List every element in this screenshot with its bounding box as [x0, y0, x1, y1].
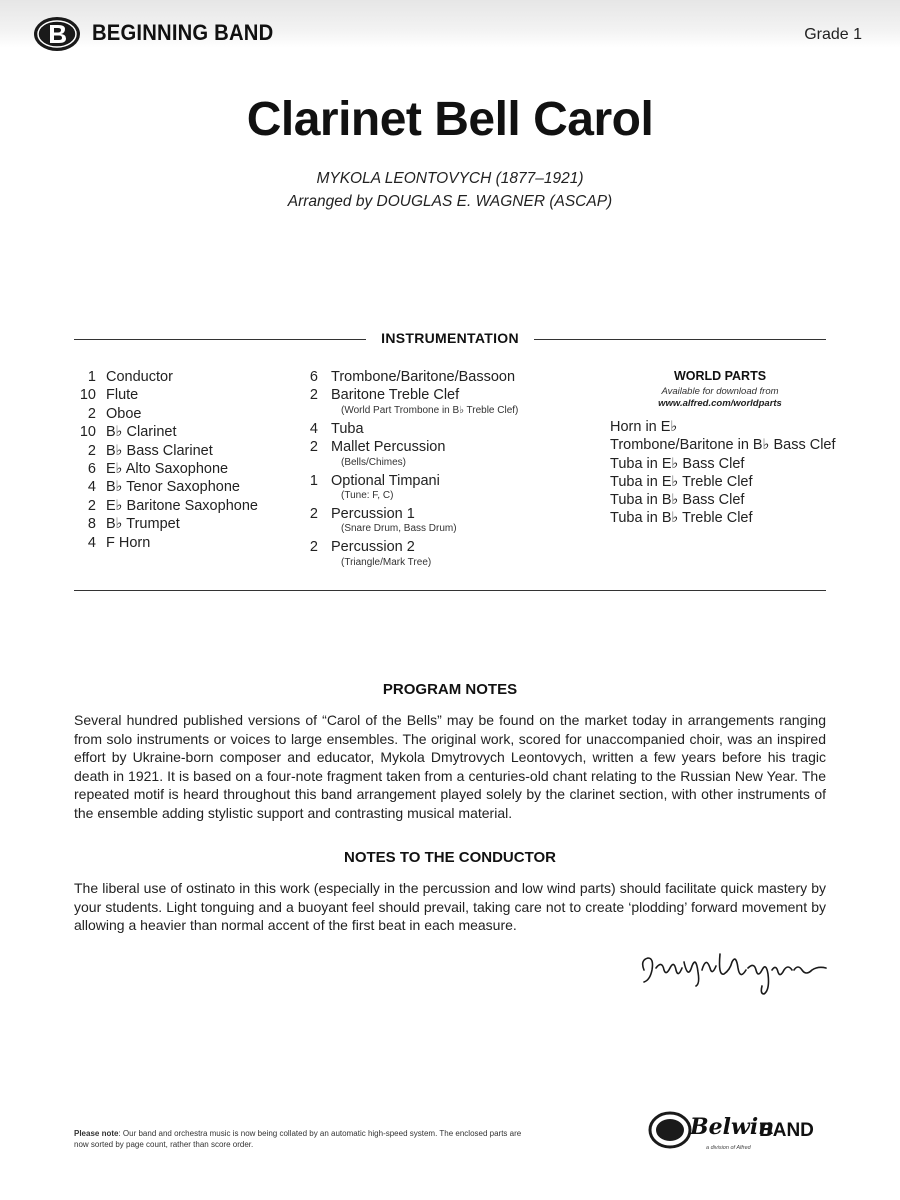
instrument-quantity: 2 — [309, 439, 318, 456]
series-title: BEGINNING BAND — [92, 20, 274, 45]
composer-credit: MYKOLA LEONTOVYCH (1877–1921) — [316, 170, 584, 187]
footer-note-label: Please note — [74, 1129, 119, 1138]
instrumentation-rule-left — [74, 339, 366, 340]
world-part-item: Tuba in B♭ Bass Clef — [610, 492, 745, 509]
program-notes-text: Several hundred published versions of “Carol of the Bells” may be found on the market today in arrangements ranging from solo instruments or voices to large ensembles. The original work, scored for unaccompanied choir, was an inspired effort by Ukraine-born composer and educator, Mykola Dmytrovych Leontovych, written a few years before his tragic death in 1921. It is based on a four-note fragment taken from a centuries-old chant relating to the Russian New Year. The repeated motif is heard throughout this band arrangement played solely by the clarinet section, with other instruments of the ensemble adding stylistic support and contrasting musical material. — [74, 712, 826, 821]
arranger-signature — [636, 940, 836, 1000]
instrument-name: Tuba — [331, 420, 364, 437]
instrument-quantity: 6 — [309, 369, 318, 385]
instrumentation-bottom-rule — [74, 590, 826, 591]
grade-label: Grade 1 — [804, 26, 862, 43]
instrument-quantity: 2 — [309, 539, 318, 556]
instrument-quantity: 2 — [309, 505, 318, 522]
instrument-note: (World Part Trombone in B♭ Treble Clef) — [341, 404, 519, 416]
instrument-quantity: 1 — [87, 369, 96, 385]
world-part-item: Horn in E♭ — [610, 419, 678, 435]
instrument-note: (Snare Drum, Bass Drum) — [341, 523, 457, 535]
instrument-row — [300, 420, 518, 438]
instrument-list-column-2 — [300, 368, 518, 572]
instrument-name: Flute — [106, 387, 139, 404]
instrument-row — [300, 386, 518, 419]
world-part-item: Tuba in E♭ Bass Clef — [610, 455, 745, 472]
instrument-name: Percussion 2 — [331, 539, 415, 556]
page-title: Clarinet Bell Carol — [246, 93, 654, 146]
instrument-quantity: 1 — [309, 472, 318, 489]
world-part-item: Tuba in E♭ Treble Clef — [610, 473, 753, 490]
instrument-name: Trombone/Baritone/Bassoon — [331, 369, 516, 385]
instrument-row — [300, 438, 518, 471]
world-part-item: Tuba in B♭ Treble Clef — [610, 510, 753, 527]
conductor-notes-heading: NOTES TO THE CONDUCTOR — [344, 849, 556, 866]
instrument-note: (Tune: F, C) — [341, 489, 394, 501]
beginning-band-logo-icon — [32, 14, 82, 54]
instrumentation-rule-right — [534, 339, 826, 340]
arranger-credit: Arranged by DOUGLAS E. WAGNER (ASCAP) — [287, 193, 613, 210]
instrument-quantity: 8 — [87, 516, 96, 533]
conductor-notes-text: The liberal use of ostinato in this work (especially in the percussion and low wind parts) should facilitate quick mastery by your students. Light tonguing and a buoyant feel should prevail, taking care not to create ‘plodding’ forward movement by allowing a heavier than normal accent of the first beat in each measure. — [74, 880, 826, 934]
program-notes-heading: PROGRAM NOTES — [382, 681, 518, 698]
instrument-name: B♭ Trumpet — [106, 516, 180, 533]
instrument-name: B♭ Bass Clarinet — [106, 442, 213, 459]
instrument-quantity: 6 — [87, 460, 96, 477]
instrument-row — [300, 472, 518, 505]
world-parts-availability: Available for download from — [661, 386, 779, 397]
instrument-row — [300, 505, 518, 538]
instrument-row — [300, 538, 518, 571]
instrument-note: (Triangle/Mark Tree) — [341, 556, 432, 568]
world-parts-list — [610, 418, 836, 528]
instrument-note: (Bells/Chimes) — [341, 456, 407, 468]
instrument-name: Conductor — [106, 369, 173, 385]
world-part-item: Trombone/Baritone in B♭ Bass Clef — [610, 437, 836, 454]
instrument-quantity: 2 — [87, 497, 96, 514]
instrument-name: E♭ Baritone Saxophone — [106, 497, 258, 514]
footer-note-text: : Our band and orchestra music is now being collated by an automatic high-speed system. The enclosed parts are now sorted by page count, rather than score order. — [74, 1129, 522, 1149]
instrument-quantity: 2 — [309, 387, 318, 404]
belwin-division-text: a division of Alfred — [706, 1145, 751, 1151]
instrument-quantity: 4 — [87, 479, 96, 496]
instrument-quantity: 10 — [79, 424, 96, 441]
world-parts-url: www.alfred.com/worldparts — [658, 398, 782, 409]
instrument-quantity: 2 — [87, 442, 96, 459]
instrument-name: F Horn — [106, 534, 151, 551]
belwin-band-label: BAND — [759, 1120, 814, 1141]
instrument-row — [300, 368, 518, 386]
instrument-name: B♭ Clarinet — [106, 424, 177, 441]
footer-note — [74, 1128, 534, 1150]
instrument-name: Percussion 1 — [331, 505, 415, 522]
instrument-name: Optional Timpani — [331, 472, 440, 489]
instrumentation-heading: INSTRUMENTATION — [381, 330, 519, 346]
instrument-quantity: 4 — [309, 420, 318, 437]
instrument-quantity: 2 — [87, 405, 96, 422]
instrument-name: Baritone Treble Clef — [331, 387, 460, 404]
instrument-quantity: 4 — [87, 534, 96, 551]
world-parts-heading: WORLD PARTS — [673, 369, 767, 383]
instrument-name: Oboe — [106, 405, 142, 422]
instrument-name: E♭ Alto Saxophone — [106, 460, 229, 477]
instrument-name: B♭ Tenor Saxophone — [106, 479, 240, 496]
instrument-quantity: 10 — [79, 387, 96, 404]
instrument-name: Mallet Percussion — [331, 439, 446, 456]
belwin-brand-word: Belwin — [690, 1114, 775, 1140]
